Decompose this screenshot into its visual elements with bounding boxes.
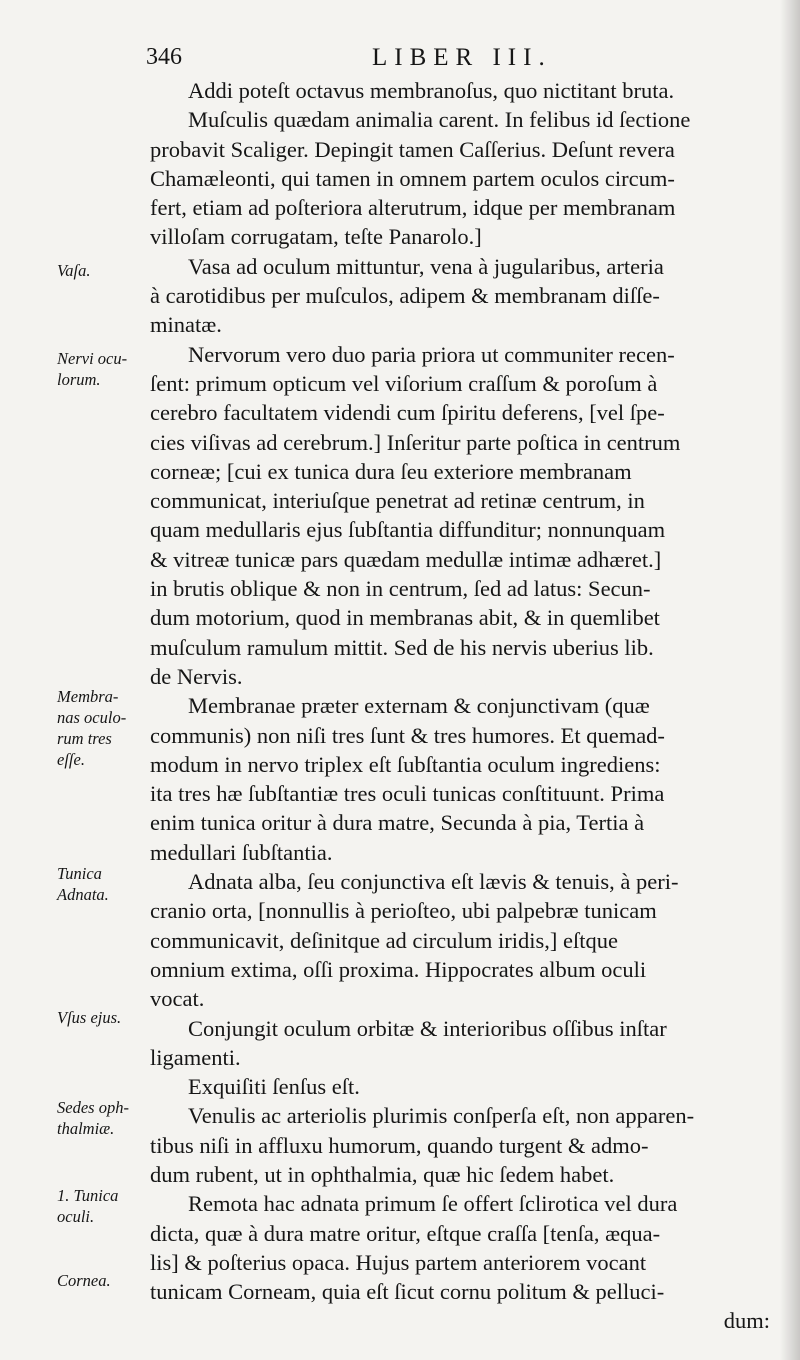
text-line: Muſculis quædam animalia carent. In felibus id ſectione <box>188 107 691 133</box>
margin-note: Tunica Adnata. <box>57 864 109 904</box>
text-line: minatæ. <box>150 312 222 338</box>
text-line: ita tres hæ ſubſtantiæ tres oculi tunicas conſtituunt. Prima <box>150 781 665 807</box>
text-line: dicta, quæ à dura matre oritur, eſtque craſſa [tenſa, æqua- <box>150 1220 661 1246</box>
text-line: Exquiſiti ſenſus eſt. <box>188 1074 360 1100</box>
text-line: modum in nervo triplex eſt ſubſtantia oculum ingrediens: <box>150 751 661 777</box>
running-head: LIBER III. <box>372 44 552 71</box>
text-line: & vitreæ tunicæ pars quædam medullæ intimæ adhæret.] <box>150 546 662 572</box>
main-text <box>150 76 770 1336</box>
text-line: tunicam Corneam, quia eſt ſicut cornu politum & pelluci- <box>150 1279 665 1305</box>
page-number: 346 <box>146 44 182 70</box>
margin-note: 1. Tunica oculi. <box>57 1186 119 1226</box>
text-line: Addi poteſt octavus membranoſus, quo nictitant bruta. <box>188 78 675 103</box>
text-line: enim tunica oritur à dura matre, Secunda à pia, Tertia à <box>150 810 645 836</box>
text-line: vocat. <box>150 986 205 1012</box>
text-line: corneæ; [cui ex tunica dura ſeu exteriore membranam <box>150 458 632 484</box>
page-edge-shadow <box>780 0 800 1360</box>
text-line: Venulis ac arteriolis plurimis conſperſa eſt, non apparen- <box>188 1103 695 1129</box>
text-line: villoſam corrugatam, teſte Panarolo.] <box>150 224 482 250</box>
page-header <box>140 44 780 74</box>
text-line: ſent: primum opticum vel viſorium craſſum & poroſum à <box>150 370 658 396</box>
text-line: quam medullaris ejus ſubſtantia diffunditur; nonnunquam <box>150 517 666 543</box>
margin-note: Membra- nas oculo- rum tres eſſe. <box>57 687 127 769</box>
text-line: dum motorium, quod in membranas abit, & in quemlibet <box>150 605 660 631</box>
text-line: probavit Scaliger. Depingit tamen Caſſerius. Deſunt revera <box>150 136 675 162</box>
text-line: Membranae præter externam & conjunctivam (quæ <box>188 693 650 719</box>
text-line: Chamæleonti, qui tamen in omnem partem oculos circum- <box>150 165 675 191</box>
text-line: tibus niſi in affluxu humorum, quando turgent & admo- <box>150 1132 649 1158</box>
text-line: Adnata alba, ſeu conjunctiva eſt lævis & tenuis, à peri- <box>188 869 679 895</box>
margin-note: Nervi ocu- lorum. <box>57 349 128 389</box>
text-line: à carotidibus per muſculos, adipem & membranam diſſe- <box>150 283 660 309</box>
text-line: cies viſivas ad cerebrum.] Inſeritur parte poſtica in centrum <box>150 429 681 455</box>
margin-note: Sedes oph- thalmiæ. <box>57 1098 129 1138</box>
text-line: communicat, interiuſque penetrat ad retinæ centrum, in <box>150 488 645 514</box>
margin-note: Cornea. <box>57 1271 111 1290</box>
text-line: in brutis oblique & non in centrum, ſed ad latus: Secun- <box>150 576 651 602</box>
text-line: muſculum ramulum mittit. Sed de his nervis uberius lib. <box>150 634 654 660</box>
text-line: dum rubent, ut in ophthalmia, quæ hic ſedem habet. <box>150 1161 615 1187</box>
text-line: communis) non niſi tres ſunt & tres humores. Et quemad- <box>150 722 665 748</box>
text-line: de Nervis. <box>150 663 243 689</box>
text-line: Nervorum vero duo paria priora ut communiter recen- <box>188 341 675 367</box>
text-line: fert, etiam ad poſteriora alterutrum, idque per membranam <box>150 195 676 221</box>
text-line: communicavit, deſinitque ad circulum iridis,] eſtque <box>150 927 618 953</box>
text-line: omnium extima, oſſi proxima. Hippocrates album oculi <box>150 956 647 982</box>
text-line: Conjungit oculum orbitæ & interioribus oſſibus inſtar <box>188 1015 667 1041</box>
margin-note: Vſus ejus. <box>57 1008 122 1027</box>
text-line: lis] & poſterius opaca. Hujus partem anteriorem vocant <box>150 1249 647 1275</box>
text-line: Remota hac adnata primum ſe offert ſclirotica vel dura <box>188 1191 678 1217</box>
text-line: dum: <box>723 1308 770 1334</box>
text-line: cranio orta, [nonnullis à perioſteo, ubi palpebræ tunicam <box>150 898 657 924</box>
text-line: cerebro facultatem videndi cum ſpiritu deferens, [vel ſpe- <box>150 400 665 426</box>
text-line: Vasa ad oculum mittuntur, vena à jugularibus, arteria <box>188 253 664 279</box>
margin-note: Vaſa. <box>57 261 91 280</box>
text-line: ligamenti. <box>150 1044 241 1070</box>
text-line: medullari ſubſtantia. <box>150 839 333 865</box>
